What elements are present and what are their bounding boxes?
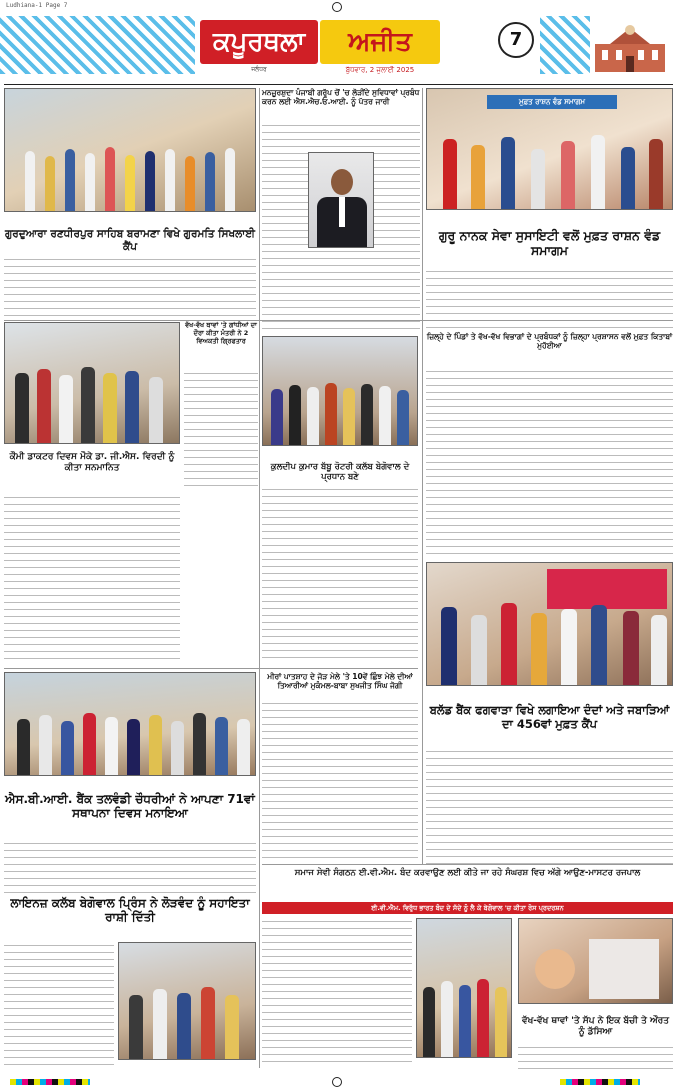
print-slug: Ludhiana-1 Page 7 [6,2,68,9]
headline-evm-protest: ਸਮਾਜ ਸੇਵੀ ਸੰਗਠਨ ਈ.ਵੀ.ਐਮ. ਬੰਦ ਕਰਵਾਉਣ ਲਈ ਕੀਤੇ ਜਾ ਰਹੇ ਸੰਘਰਸ਼ ਵਿਚ ਅੱਗੇ ਆਉਣ-ਮਾਸਟਰ ਰਜਪਾਲ [294,868,641,878]
headline-ration-distribution: ਗੁਰੂ ਨਾਨਕ ਸੇਵਾ ਸੁਸਾਇਟੀ ਵਲੋਂ ਮੁਫ਼ਤ ਰਾਸ਼ਨ ਵੰਡ ਸਮਾਗਮ [438,228,661,258]
headline-doctor-day: ਕੌਮੀ ਡਾਕਟਰ ਦਿਵਸ ਮੌਕੇ ਡਾ. ਜੀ.ਐਸ. ਵਿਰਦੀ ਨੂੰ ਕੀਤਾ ਸਨਮਾਨਿਤ [9,452,175,473]
masthead-pattern-right [540,16,590,74]
camp-backdrop [547,569,667,609]
column-rule [422,88,423,864]
story-photo-gurmat-camp [4,88,256,212]
section-rule [4,320,673,321]
story-photo-doctor-day [4,322,180,444]
issue-date: ਬੁੱਧਵਾਰ, 2 ਜੁਲਾਈ 2025 [345,66,415,74]
gurdwara-building-icon [590,20,670,74]
story-body-free-books [426,368,673,556]
story-photo-ration-distribution [426,88,673,210]
photo-caption [426,688,673,696]
story-photo-lions-club [118,942,256,1060]
story-body-evm-protest [262,918,412,1068]
section-rule [262,864,673,865]
section-rule [4,668,418,669]
photo-caption [426,212,673,220]
officer-portrait-photo [308,152,374,248]
headline-jor-mela: ਮੀਰਾਂ ਪਾਤਸ਼ਾਹ ਦੇ ਜੋੜ ਮੇਲੇ 'ਤੇ 10ਵੇਂ ਛਿੰਝ ਮੇਲੇ ਦੀਆਂ ਤਿਆਰੀਆਂ ਮੁਕੰਮਲ-ਬਾਬਾ ਸੁਖਜੀਤ ਸਿੰਘ ਜੋਗੀ [267,672,413,690]
ration-banner: ਮੁਫ਼ਤ ਰਾਸ਼ਨ ਵੰਡ ਸਮਾਗਮ [487,95,617,109]
headline-sho-letter: ਮਨਜ਼ੂਰਸ਼ੁਦਾ ਪੰਜਾਬੀ ਗਰੁੱਪ ਚੋਂ 'ਚ ਲੋੜੀਂਦੇ ਸੁਵਿਧਾਵਾਂ ਪ੍ਰਬੰਧ ਕਰਨ ਲਈ ਐਸ.ਐਚ.ਓ.ਆਈ. ਨੂੰ ਪੱਤਰ ਜਾਰੀ [262,88,420,106]
story-photo-blood-bank-camp [426,562,673,686]
registration-mark-icon [332,2,342,12]
story-body-snake-bite [518,1044,673,1072]
story-body-lions-club [4,942,114,1068]
story-photo-sbi-bank [4,672,256,776]
story-body-gurmat-camp [4,256,256,318]
evm-protest-banner: ਈ.ਵੀ.ਐਮ. ਵਿਰੁੱਧ ਭਾਰਤ ਬੰਦ ਦੇ ਸੱਦੇ ਨੂੰ ਲੈ ਕੇ ਬੇਗੋਵਾਲ 'ਚ ਕੀਤਾ ਰੋਸ ਪ੍ਰਦਰਸ਼ਨ [262,902,673,914]
story-body-jor-mela [262,700,418,860]
color-calibration-bar [10,1079,90,1085]
paper-name: ਅਜੀਤ [320,20,440,64]
story-body-blood-bank-camp [426,748,673,868]
registration-mark-icon [332,1077,342,1087]
headline-blood-bank-camp: ਬਲੱਡ ਬੈਂਕ ਫਗਵਾੜਾ ਵਿਖੇ ਲਗਾਇਆ ਦੰਦਾਂ ਅਤੇ ਜਬਾੜਿਆਂ ਦਾ 456ਵਾਂ ਮੁਫ਼ਤ ਕੈਂਪ [429,703,670,731]
story-body-sbi-bank [4,840,256,894]
masthead-rule [4,84,673,85]
story-body-rotary-club [262,486,418,662]
headline-rotary-club: ਕੁਲਦੀਪ ਕੁਮਾਰ ਬੱਬੂ ਰੋਟਰੀ ਕਲੱਬ ਬੇਗੋਵਾਲ ਦੇ ਪ੍ਰਧਾਨ ਬਣੇ [270,462,410,483]
headline-snake-bite: ਵੱਖ-ਵੱਖ ਥਾਵਾਂ 'ਤੇ ਸੱਪ ਨੇ ਇਕ ਬੱਚੀ ਤੇ ਔਰਤ ਨੂੰ ਡੱਸਿਆ [521,1016,670,1037]
headline-lions-club: ਲਾਇਨਜ਼ ਕਲੱਬ ਬੇਗੋਵਾਲ ਪ੍ਰਿੰਸ ਨੇ ਲੋੜਵੰਦ ਨੂੰ ਸਹਾਇਤਾ ਰਾਸ਼ੀ ਦਿੱਤੀ [10,896,250,925]
color-calibration-bar [560,1079,640,1085]
paper-tagline: ਜਲੰਧਰ [251,66,267,73]
paper-logo [200,20,500,74]
masthead [0,12,677,82]
headline-arrests: ਵੱਖ-ਵੱਖ ਥਾਵਾਂ 'ਤੇ ਗਾਂਧੀਆਂ ਦਾ ਦੌਰਾ ਕੀਤਾ ਮੰਤਰੀ ਨੇ 2 ਵਿਅਕਤੀ ਗ੍ਰਿਫਤਾਰ [185,321,257,345]
masthead-pattern-left [0,16,195,74]
photo-caption [4,213,256,227]
story-photo-rotary-club [262,336,418,446]
page-number: 7 [498,22,534,58]
story-body-arrests [184,370,258,486]
city-name: ਕਪੂਰਥਲਾ [200,20,318,64]
story-photo-evm-protest [416,918,512,1058]
story-photo-snake-bite [518,918,673,1004]
headline-free-books: ਜ਼ਿਲ੍ਹੇ ਦੇ ਪਿੰਡਾਂ ਤੇ ਵੱਖ-ਵੱਖ ਵਿਭਾਗਾਂ ਦੇ ਪ੍ਰਬੰਧਕਾਂ ਨੂੰ ਜ਼ਿਲ੍ਹਾ ਪ੍ਰਸ਼ਾਸਨ ਵਲੋਂ ਮੁਫ਼ਤ ਕਿਤਾਬਾਂ ਮੁਹੱਈਆ [426,332,673,350]
photo-caption [4,778,256,786]
story-body-doctor-day [4,494,180,664]
photo-caption [518,1006,673,1014]
column-rule [259,88,260,1068]
headline-gurmat-camp: ਗੁਰਦੁਆਰਾ ਰਣਧੀਰਪੁਰ ਸਾਹਿਬ ਬਰਾਮਣਾ ਵਿਖੇ ਗੁਰਮਤਿ ਸਿਖਲਾਈ ਕੈਂਪ [4,228,256,253]
headline-sbi-bank: ਐਸ.ਬੀ.ਆਈ. ਬੈਂਕ ਤਲਵੰਡੀ ਚੌਧਰੀਆਂ ਨੇ ਆਪਣਾ 71ਵਾਂ ਸਥਾਪਨਾ ਦਿਵਸ ਮਨਾਇਆ [5,792,255,821]
